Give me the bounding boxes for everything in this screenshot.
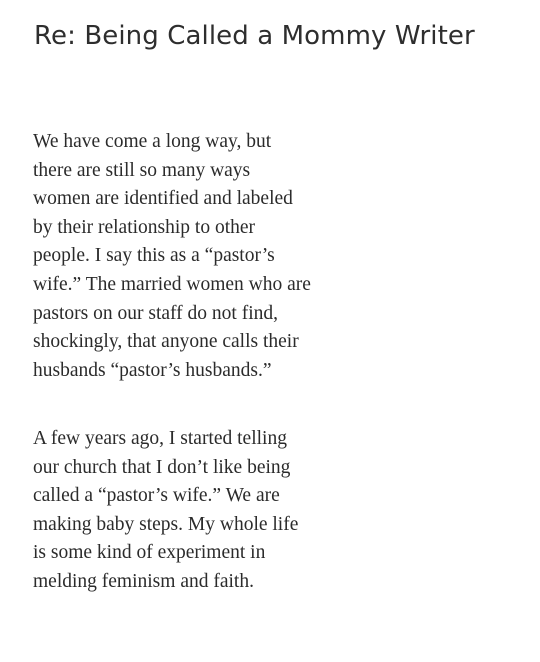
paragraph-line: making baby steps. My whole life bbox=[33, 513, 299, 535]
paragraph-line: is some kind of experiment in bbox=[33, 542, 266, 564]
paragraph-line: husbands “pastor’s husbands.” bbox=[33, 359, 272, 381]
paragraph-line: melding feminism and faith. bbox=[33, 570, 254, 592]
paragraph-line: We have come a long way, but bbox=[33, 131, 272, 152]
paragraph-line: called a “pastor’s wife.” We are bbox=[33, 485, 280, 507]
paragraph-1 bbox=[33, 128, 353, 385]
page-title: Re: Being Called a Mommy Writer bbox=[34, 21, 475, 51]
paragraph-line: pastors on our staff do not find, bbox=[33, 302, 278, 324]
paragraph-line: women are identified and labeled bbox=[33, 188, 293, 210]
paragraph-line: by their relationship to other bbox=[33, 216, 256, 238]
paragraph-line: there are still so many ways bbox=[33, 159, 251, 181]
paragraph-2 bbox=[33, 425, 353, 597]
paragraph-line: our church that I don’t like being bbox=[33, 456, 291, 478]
paragraph-line: A few years ago, I started telling bbox=[33, 428, 287, 449]
paragraph-line: people. I say this as a “pastor’s bbox=[33, 245, 275, 267]
paragraph-line: wife.” The married women who are bbox=[33, 273, 311, 295]
paragraph-line: shockingly, that anyone calls their bbox=[33, 331, 299, 353]
